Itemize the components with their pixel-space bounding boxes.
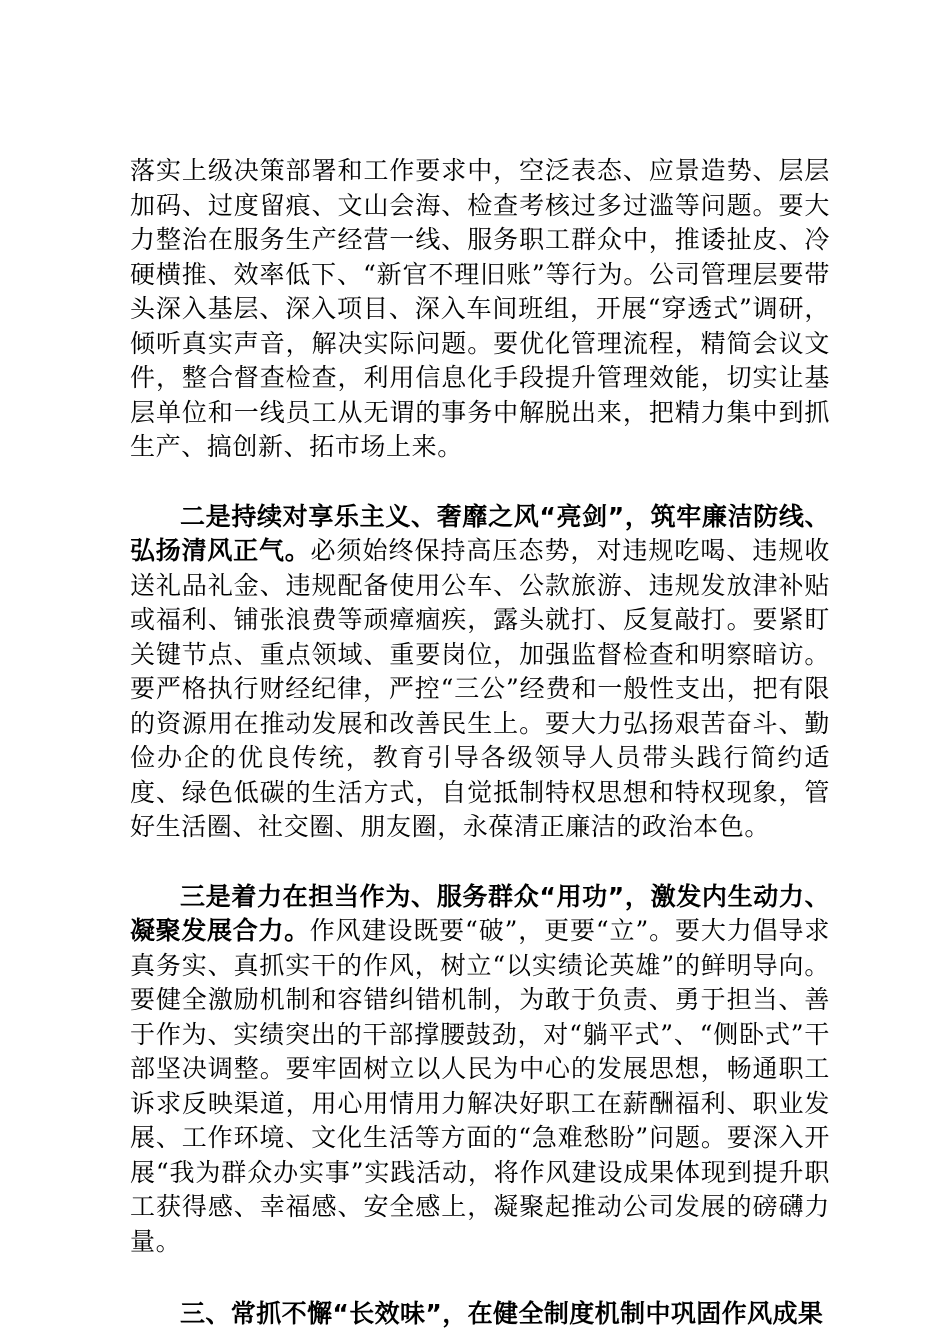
paragraph-point-three [130, 880, 830, 1260]
paragraph-continued [130, 154, 830, 465]
paragraph-point-two [130, 500, 830, 845]
paragraph-text: 必须始终保持高压态势，对违规吃喝、违规收送礼品礼金、违规配备使用公车、公款旅游、违规发放津补贴或福利、铺张浪费等顽瘴痼疾，露头就打、反复敲打。要紧盯关键节点、重点领域、重要岗位，加强监督检查和明察暗访。要严格执行财经纪律，严控“三公”经费和一般性支出，把有限的资源用在推动发展和改善民生上。要大力弘扬艰苦奋斗、勤俭办企的优良传统，教育引导各级领导人员带头践行简约适度、绿色低碳的生活方式，自觉抵制特权思想和特权现象，管好生活圈、社交圈、朋友圈，永葆清正廉洁的政治本色。 [130, 536, 830, 841]
paragraph-gap [130, 465, 830, 500]
section-heading-three: 三、常抓不懈“长效味”，在健全制度机制中巩固作风成果 [180, 1299, 824, 1328]
paragraph-text: 落实上级决策部署和工作要求中，空泛表态、应景造势、层层加码、过度留痕、文山会海、检查考核过多过滥等问题。要大力整治在服务生产经营一线、服务职工群众中，推诿扯皮、冷硬横推、效率低下、“新官不理旧账”等行为。公司管理层要带头深入基层、深入项目、深入车间班组，开展“穿透式”调研，倾听真实声音，解决实际问题。要优化管理流程，精简会议文件，整合督查检查，利用信息化手段提升管理效能，切实让基层单位和一线员工从无谓的事务中解脱出来，把精力集中到抓生产、搞创新、拓市场上来。 [130, 156, 830, 461]
document-body [130, 154, 830, 1332]
paragraph-gap [130, 1259, 830, 1297]
paragraph-text: 作风建设既要“破”，更要“立”。要大力倡导求真务实、真抓实干的作风，树立“以实绩论英雄”的鲜明导向。要健全激励机制和容错纠错机制，为敢于负责、勇于担当、善于作为、实绩突出的干部撑腰鼓劲，对“躺平式”、“侧卧式”干部坚决调整。要牢固树立以人民为中心的发展思想，畅通职工诉求反映渠道，用心用情用力解决好职工在薪酬福利、职业发展、工作环境、文化生活等方面的“急难愁盼”问题。要深入开展“我为群众办实事”实践活动，将作风建设成果体现到提升职工获得感、幸福感、安全感上，凝聚起推动公司发展的磅礴力量。 [130, 916, 830, 1256]
paragraph-gap [130, 845, 830, 880]
paragraph-lead-bold: 二是持续对享乐主义、奢靡之风“亮剑”，筑牢廉洁防线、弘扬清风正气。 [130, 501, 830, 565]
paragraph-lead-bold: 三是着力在担当作为、服务群众“用功”，激发内生动力、凝聚发展合力。 [130, 881, 830, 945]
